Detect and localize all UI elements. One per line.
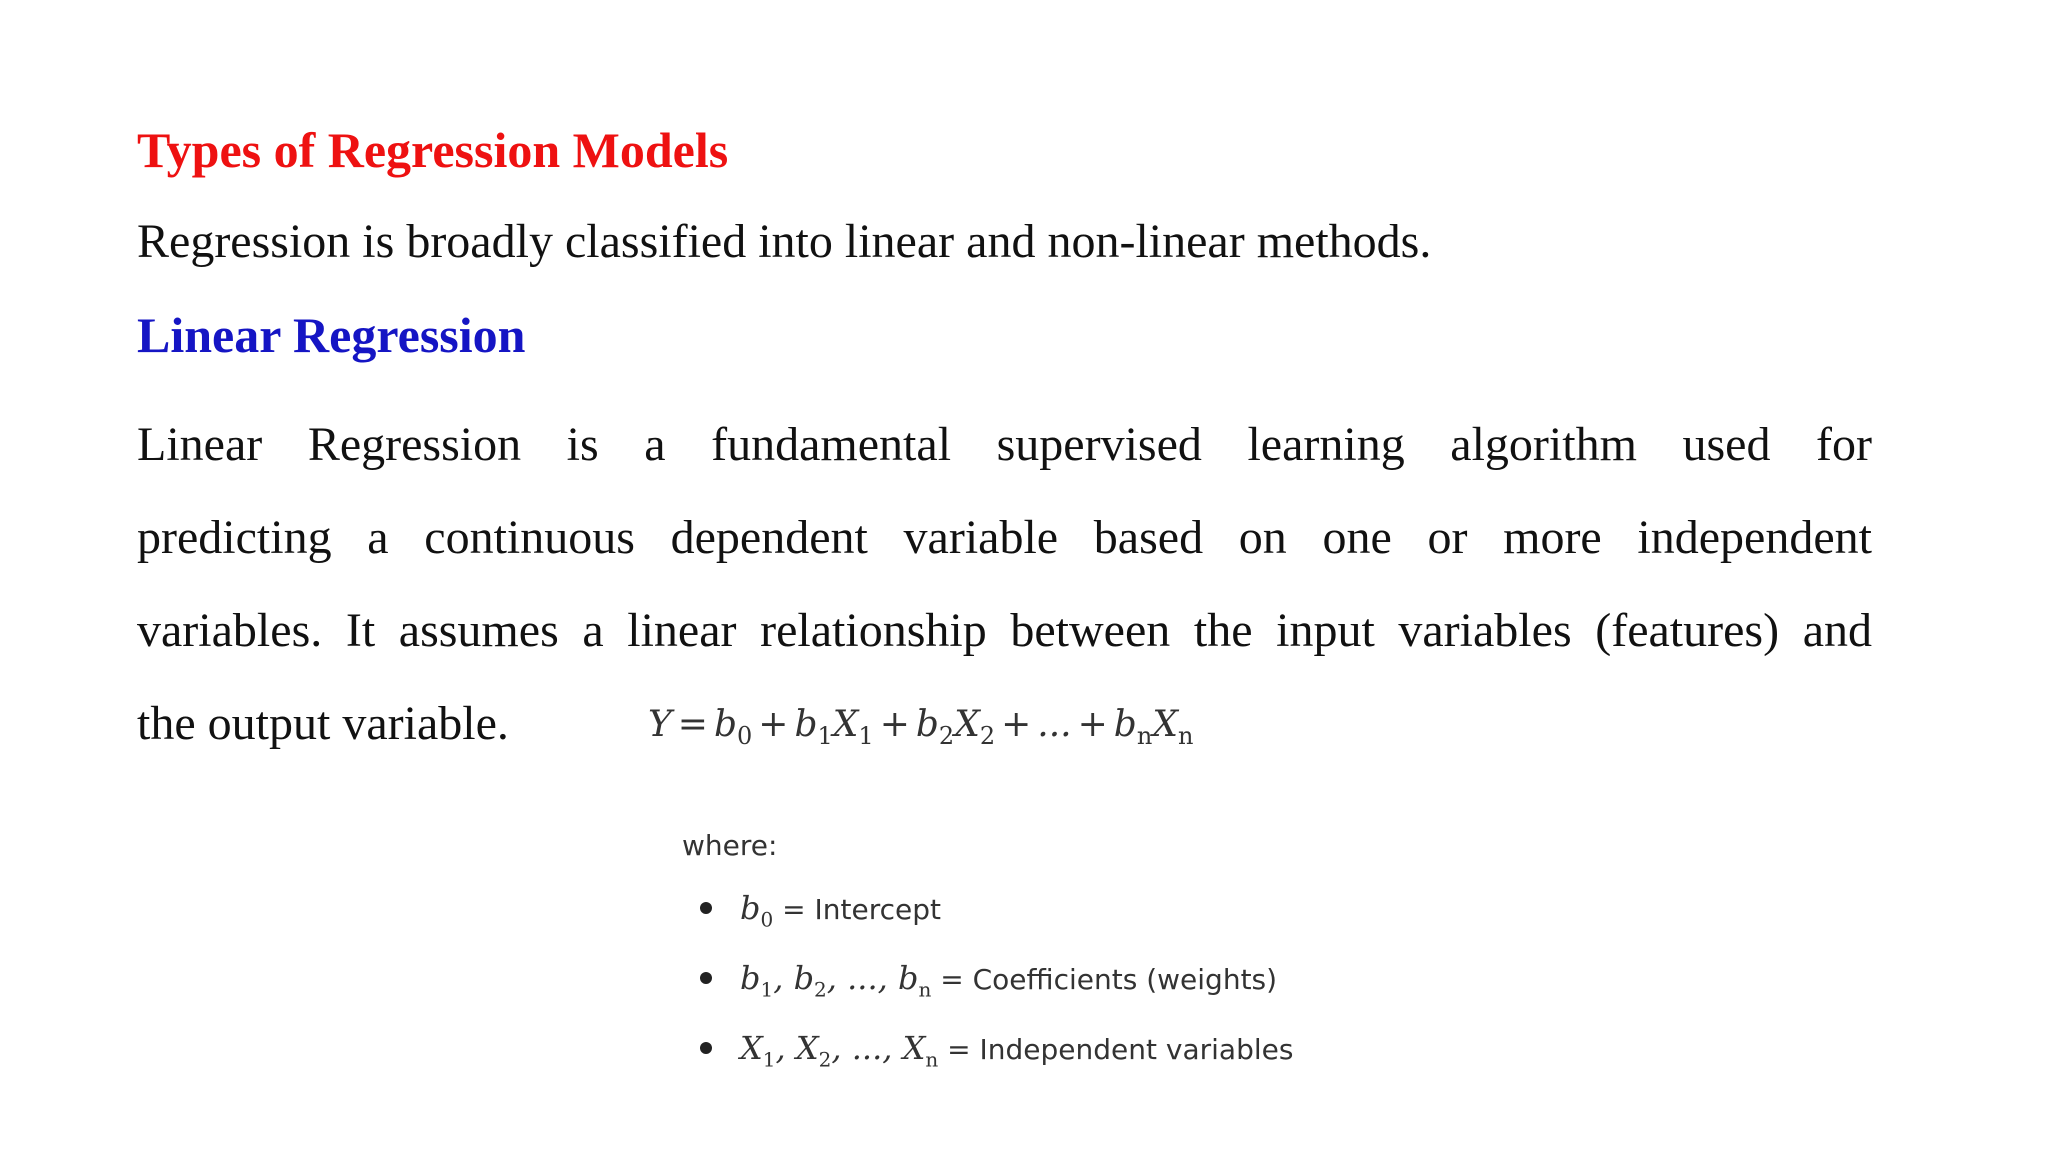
where-definitions bbox=[682, 826, 1293, 1098]
heading-linear-regression: Linear Regression bbox=[137, 307, 526, 363]
equation-sub: n bbox=[1177, 722, 1194, 751]
intro-text: Regression is broadly classified into linear and non-linear methods. bbox=[137, 215, 1432, 268]
bullet-icon bbox=[700, 972, 712, 984]
equation-ellipsis: ... bbox=[1037, 704, 1072, 745]
equation-x: X bbox=[954, 704, 980, 745]
equation-plus: + bbox=[758, 704, 789, 745]
where-label: where: bbox=[682, 829, 778, 862]
symbol-letter: b bbox=[740, 959, 761, 997]
symbol-ellipsis: ... bbox=[851, 1029, 883, 1067]
symbol-letter: X bbox=[740, 1029, 763, 1067]
equation-lhs: Y bbox=[648, 704, 672, 745]
symbol-sub: 1 bbox=[762, 1047, 776, 1072]
symbol-comma: , bbox=[773, 959, 794, 997]
definition-item-independent bbox=[682, 1028, 1293, 1098]
paragraph-line: Linear Regression is a fundamental supervised learning algorithm used for bbox=[137, 418, 1872, 471]
definition-description: = Coefficients (weights) bbox=[940, 963, 1278, 996]
equation-b: b bbox=[713, 704, 737, 745]
equation-plus: + bbox=[879, 704, 910, 745]
symbol-sub: 0 bbox=[760, 907, 774, 932]
definition-symbol bbox=[740, 889, 774, 932]
bullet-icon bbox=[700, 1042, 712, 1054]
symbol-ellipsis: ... bbox=[847, 959, 878, 997]
definition-symbol bbox=[740, 959, 932, 1002]
definition-description: = Intercept bbox=[782, 893, 941, 926]
definition-description: = Independent variables bbox=[947, 1033, 1294, 1066]
symbol-comma: , bbox=[882, 1029, 903, 1067]
equation-x: X bbox=[1152, 704, 1178, 745]
equation-sub: 1 bbox=[817, 722, 833, 751]
equation-sub: 0 bbox=[736, 722, 753, 751]
symbol-comma: , bbox=[826, 959, 848, 997]
equation-plus: + bbox=[1077, 704, 1108, 745]
symbol-sub: 2 bbox=[814, 977, 827, 1002]
symbol-comma: , bbox=[775, 1029, 796, 1067]
equation-b: b bbox=[1113, 704, 1137, 745]
symbol-letter: X bbox=[795, 1029, 819, 1067]
paragraph-line: variables. It assumes a linear relationship between the input variables (features) and bbox=[137, 604, 1872, 657]
symbol-sub: n bbox=[918, 977, 932, 1002]
definition-item-intercept bbox=[682, 888, 1293, 958]
symbol-sub: n bbox=[925, 1047, 939, 1072]
equation-b: b bbox=[915, 704, 939, 745]
paragraph-line: predicting a continuous dependent variable based on one or more independent bbox=[137, 511, 1872, 564]
symbol-sub: 2 bbox=[818, 1047, 832, 1072]
equation-x: X bbox=[832, 704, 859, 745]
symbol-letter: b bbox=[897, 959, 919, 997]
paragraph-line: the output variable. bbox=[137, 697, 509, 750]
definition-symbol bbox=[740, 1029, 939, 1072]
symbol-letter: b bbox=[740, 889, 761, 927]
equation-equals: = bbox=[677, 704, 708, 745]
definition-list bbox=[682, 888, 1293, 1098]
symbol-comma: , bbox=[877, 959, 898, 997]
symbol-sub: 1 bbox=[760, 977, 774, 1002]
symbol-comma: , bbox=[831, 1029, 852, 1067]
symbol-letter: X bbox=[902, 1029, 926, 1067]
equation-sub: n bbox=[1136, 722, 1153, 751]
equation-sub: 2 bbox=[938, 722, 955, 751]
regression-equation bbox=[648, 700, 1193, 761]
equation-plus: + bbox=[1001, 704, 1032, 745]
equation-sub: 2 bbox=[979, 722, 996, 751]
bullet-icon bbox=[700, 902, 712, 914]
symbol-letter: b bbox=[793, 959, 815, 997]
heading-types-of-regression: Types of Regression Models bbox=[137, 122, 729, 178]
equation-sub: 1 bbox=[858, 722, 874, 751]
definition-item-coefficients bbox=[682, 958, 1293, 1028]
equation-b: b bbox=[794, 704, 818, 745]
